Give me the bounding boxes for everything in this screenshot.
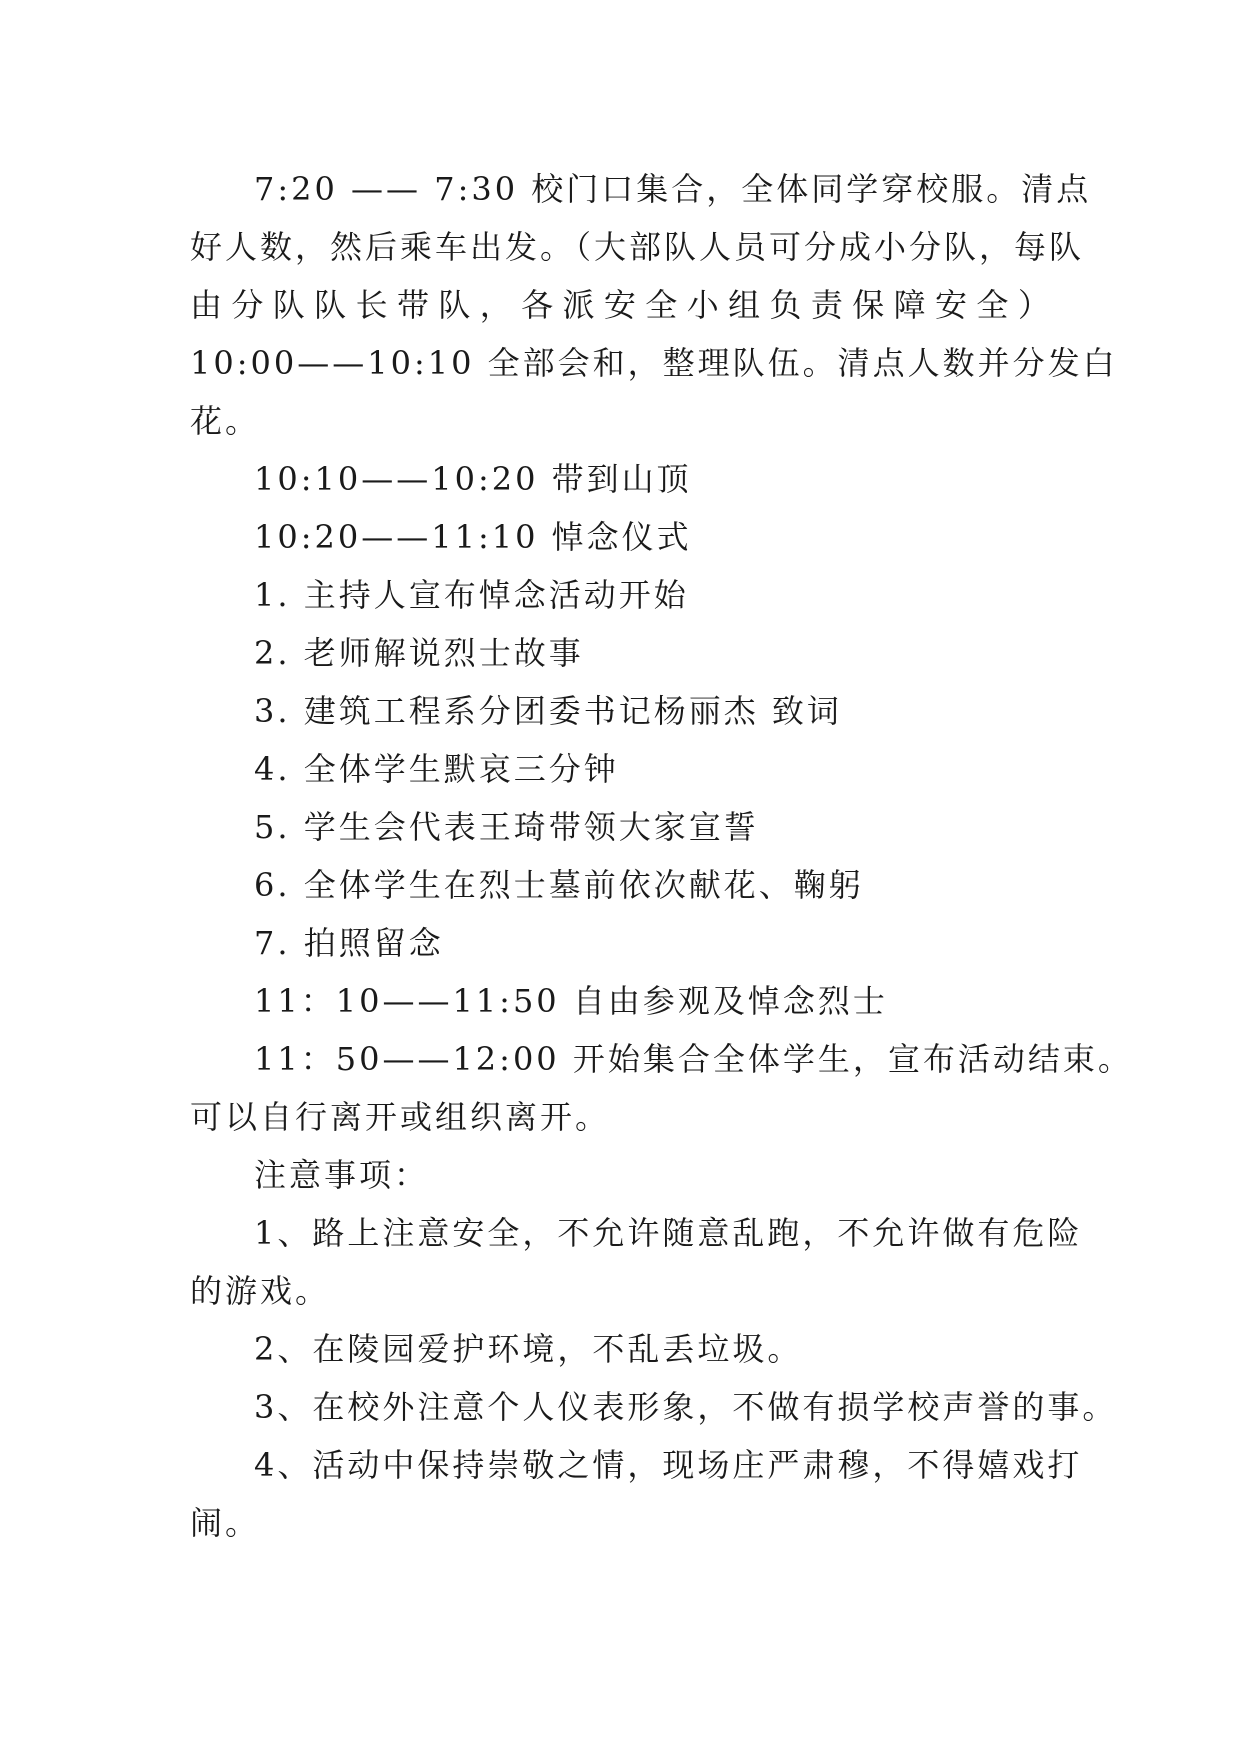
- schedule-item: 11：50——12:00 开始集合全体学生，宣布活动结束。: [254, 1040, 1133, 1078]
- justified-char: 队: [272, 286, 305, 324]
- justified-char: 小: [686, 286, 719, 324]
- justified-char: 安: [603, 286, 636, 324]
- ceremony-step: 7. 拍照留念: [254, 924, 444, 962]
- justified-char: 长: [355, 286, 388, 324]
- justified-char: 队: [438, 286, 471, 324]
- justified-char: 责: [810, 286, 843, 324]
- justified-char: 安: [935, 286, 968, 324]
- note-item: 4、活动中保持崇敬之情，现场庄严肃穆，不得嬉戏打: [254, 1446, 1083, 1484]
- justified-char: 各: [521, 286, 554, 324]
- document-page: [190, 160, 1133, 1552]
- note-item-continuation: 闹。: [190, 1504, 261, 1542]
- paragraph-schedule-line: 7:20 —— 7:30 校门口集合，全体同学穿校服。清点: [254, 170, 1092, 208]
- schedule-item: 10:10——10:20 带到山顶: [254, 460, 692, 498]
- notes-heading: 注意事项：: [254, 1156, 430, 1194]
- paragraph-schedule-line: 10:00——10:10 全部会和，整理队伍。清点人数并分发白: [190, 344, 1118, 382]
- note-item: 1、路上注意安全，不允许随意乱跑，不允许做有危险: [254, 1214, 1083, 1252]
- schedule-item: 10:20——11:10 悼念仪式: [254, 518, 692, 556]
- justified-char: 障: [893, 286, 926, 324]
- justified-char: 组: [728, 286, 761, 324]
- note-item: 2、在陵园爱护环境，不乱丢垃圾。: [254, 1330, 803, 1368]
- paragraph-schedule-line: 好人数，然后乘车出发。（大部队人员可分成小分队，每队: [190, 228, 1085, 266]
- note-item-continuation: 的游戏。: [190, 1272, 331, 1310]
- schedule-item: 11：10——11:50 自由参观及悼念烈士: [254, 982, 888, 1020]
- note-item: 3、在校外注意个人仪表形象，不做有损学校声誉的事。: [254, 1388, 1118, 1426]
- justified-char: 队: [314, 286, 347, 324]
- justified-char: 保: [852, 286, 885, 324]
- ceremony-step: 1. 主持人宣布悼念活动开始: [254, 576, 689, 614]
- justified-char: 带: [396, 286, 429, 324]
- justified-char: 分: [231, 286, 264, 324]
- justified-char: 全: [976, 286, 1009, 324]
- ceremony-step: 2. 老师解说烈士故事: [254, 634, 584, 672]
- justified-char: 全: [645, 286, 678, 324]
- justified-char: ，: [479, 286, 512, 324]
- justified-char: 派: [562, 286, 595, 324]
- ceremony-step: 5. 学生会代表王琦带领大家宣誓: [254, 808, 759, 846]
- ceremony-step: 4. 全体学生默哀三分钟: [254, 750, 619, 788]
- schedule-item-continuation: 可以自行离开或组织离开。: [190, 1098, 611, 1136]
- paragraph-schedule-line-justified: [190, 276, 1050, 334]
- justified-char: 负: [769, 286, 802, 324]
- justified-char: 由: [190, 286, 223, 324]
- ceremony-step: 3. 建筑工程系分团委书记杨丽杰 致词: [254, 692, 842, 730]
- justified-char: ）: [1017, 286, 1050, 324]
- ceremony-step: 6. 全体学生在烈士墓前依次献花、鞠躬: [254, 866, 864, 904]
- paragraph-schedule-line: 花。: [190, 402, 261, 440]
